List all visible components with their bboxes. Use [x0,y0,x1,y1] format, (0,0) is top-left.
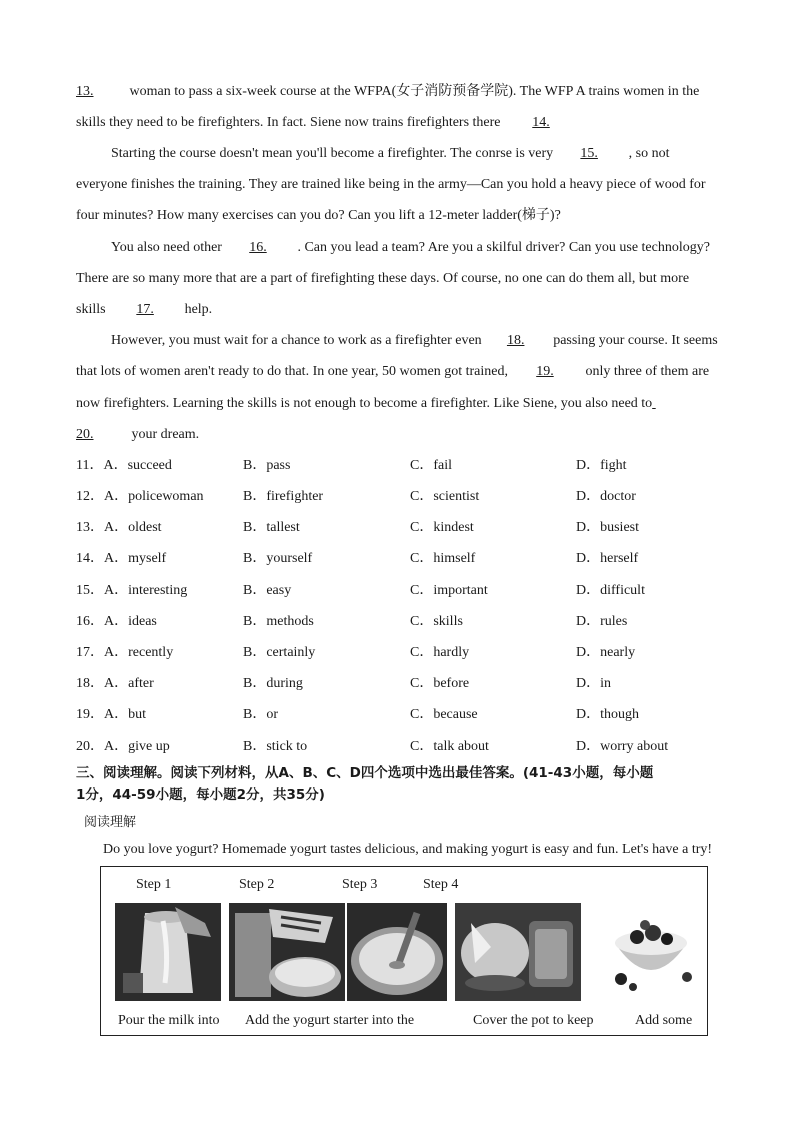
blank-16: 16. [249,240,267,255]
passage-line-5 [76,206,561,226]
passage-line-2 [76,113,578,133]
option-c: C．fail [410,458,452,473]
option-c: C．hardly [410,645,470,660]
blank-13: 13. [76,84,94,99]
passage-line-6 [111,238,710,258]
step-1-label: Step 1 [136,877,172,892]
step-2-label: Step 2 [239,877,275,892]
passage-text: skills [76,302,110,317]
option-b: B．pass [243,458,291,473]
option-d: D．worry about [576,739,669,754]
passage-line-10 [76,362,709,382]
passage-text: You also need other [111,240,222,255]
reading-intro: Do you love yogurt? Homemade yogurt tastes delicious, and making yogurt is easy and fun. Let's have a try! [103,842,713,857]
option-row-20 [76,737,756,757]
passage-text: help. [181,302,213,317]
passage-text: passing your course. It seems [549,333,718,348]
option-row-12 [76,487,756,507]
option-c: C．skills [410,614,463,629]
passage-line-3 [111,144,670,164]
option-a: 17．A．recently [76,645,174,660]
option-d: D．in [576,676,611,691]
milk-pour-photo [115,903,221,1001]
blank-20: 20. [76,427,94,442]
option-a: 12．A．policewoman [76,489,204,504]
passage-line-8 [76,300,212,320]
step-4-caption: Add some [635,1013,693,1028]
option-row-17 [76,643,756,663]
option-row-16 [76,612,756,632]
option-d: D．rules [576,614,628,629]
option-d: D．doctor [576,489,636,504]
section-heading-line-2: 1分，44-59小题，每小题2分，共35分) [76,787,325,803]
option-b: B．tallest [243,520,300,535]
blank-19: 19. [536,364,554,379]
passage-line-4 [76,175,706,195]
option-a: 18．A．after [76,676,154,691]
blank-20-tail [652,394,674,414]
option-b: B．certainly [243,645,316,660]
blank-17: 17. [136,302,154,317]
option-row-18 [76,674,756,694]
option-row-19 [76,705,756,725]
option-b: B．stick to [243,739,308,754]
option-c: C．talk about [410,739,489,754]
step-3-label: Step 3 [342,877,378,892]
step-2-caption: Add the yogurt starter into the [245,1013,415,1028]
option-b: B．firefighter [243,489,324,504]
option-a: 15．A．interesting [76,583,188,598]
blank-14: 14. [532,115,550,130]
passage-text: woman to pass a six-week course at the WFPA(女子消防预备学院). The WFP A trains women in the [126,84,700,99]
option-a: 20．A．give up [76,739,170,754]
passage-line-12 [76,425,199,445]
step-4-label: Step 4 [423,877,459,892]
option-a: 19．A．but [76,707,146,722]
yogurt-starter-photo [229,903,345,1001]
option-c: C．because [410,707,478,722]
option-b: B．yourself [243,551,313,566]
section-heading-line-1: 三、阅读理解。阅读下列材料，从A、B、C、D四个选项中选出最佳答案。(41-43小题，每小题 [76,765,654,781]
option-row-13 [76,518,756,538]
option-d: D．fight [576,458,627,473]
covered-pot-photo [455,903,581,1001]
passage-text: , so not [625,146,670,161]
blank-15: 15. [580,146,598,161]
option-row-14 [76,549,756,569]
option-d: D．though [576,707,639,722]
passage-text: your dream. [128,427,200,442]
option-row-11 [76,456,756,476]
option-d: D．nearly [576,645,636,660]
option-a: 13．A．oldest [76,520,162,535]
option-b: B．easy [243,583,292,598]
sub-heading: 阅读理解 [84,815,137,830]
section-heading [76,762,756,806]
option-a: 16．A．ideas [76,614,157,629]
passage-text: There are so many more that are a part of firefighting these days. Of course, no one can do them all, but more [76,271,690,286]
passage-line-9 [111,331,718,351]
passage-text: everyone finishes the training. They are trained like being in the army—Can you hold a heavy piece of wood for [76,177,706,192]
passage-text: only three of them are [581,364,710,379]
passage-text: four minutes? How many exercises can you do? Can you lift a 12-meter ladder(梯子)? [76,208,561,223]
option-c: C．kindest [410,520,474,535]
option-d: D．herself [576,551,639,566]
option-a: 14．A．myself [76,551,167,566]
step-3-caption: Cover the pot to keep [473,1013,594,1028]
option-row-15 [76,581,756,601]
stirring-pot-photo [347,903,447,1001]
option-c: C．scientist [410,489,480,504]
option-a: 11．A．succeed [76,458,172,473]
passage-text: . Can you lead a team? Are you a skilful driver? Can you use technology? [293,240,710,255]
option-d: D．busiest [576,520,639,535]
blank-18: 18. [506,333,525,348]
passage-text: However, you must wait for a chance to work as a firefighter even [111,333,482,348]
step-1-caption: Pour the milk into [118,1013,220,1028]
passage-line-7 [76,269,689,289]
option-b: B．or [243,707,278,722]
passage-text: skills they need to be firefighters. In fact. Siene now trains firefighters there [76,115,505,130]
passage-text: Starting the course doesn't mean you'll become a firefighter. The conrse is very [111,146,554,161]
option-c: C．important [410,583,488,598]
option-c: C．before [410,676,470,691]
passage-text: that lots of women aren't ready to do that. In one year, 50 women got trained, [76,364,508,379]
yogurt-steps-figure [100,866,708,1036]
option-b: B．during [243,676,303,691]
passage-line-1 [76,82,699,102]
passage-line-11 [76,394,674,414]
option-d: D．difficult [576,583,645,598]
passage-text: now firefighters. Learning the skills is not enough to become a firefighter. Like Siene, you also need to [76,396,653,411]
option-c: C．himself [410,551,476,566]
option-b: B．methods [243,614,314,629]
yogurt-bowl-photo [601,903,701,1001]
